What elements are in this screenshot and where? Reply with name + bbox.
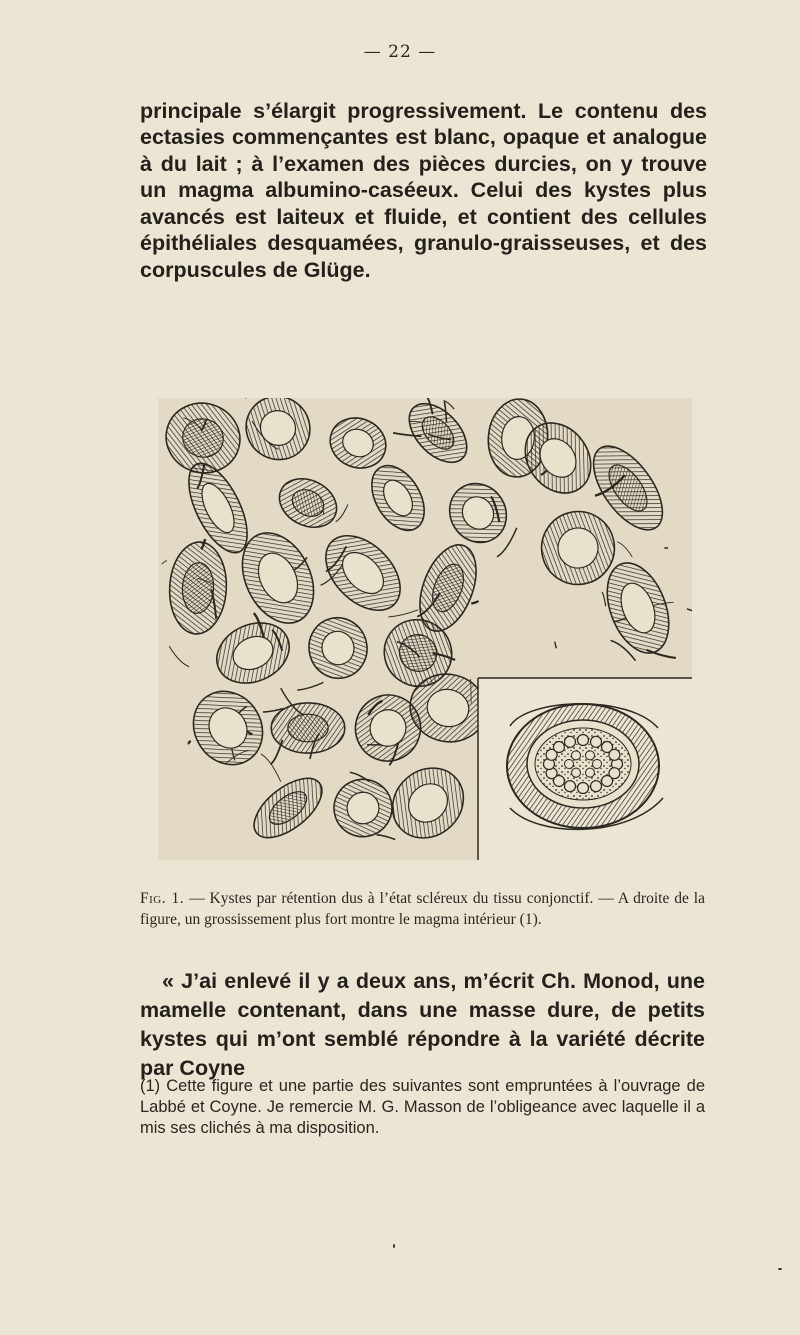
magma-cell [591, 781, 602, 792]
fiber-stroke [666, 702, 687, 713]
figure-caption [140, 888, 705, 930]
body-paragraph: principale s’élargit progressivement. Le contenu des ectasies commençantes est blanc, opaque et analogue à du lait ; à l’examen des pièces durcies, on y trouve un magma albumino-caséeux. Celui des kystes plus avancés est laiteux et fluide, et contient des cellules épithéliales desquamées, granulo-graisseuses, et des corpuscules de Glüge. [140, 98, 707, 282]
magma-cell [578, 783, 589, 794]
magma-cell [564, 736, 575, 747]
figure-label: Fig. 1. [140, 889, 185, 907]
magma-cell [564, 781, 575, 792]
cyst-engraving [158, 398, 692, 860]
footnote [140, 1076, 705, 1139]
inset-magnified-cyst [507, 704, 663, 830]
fiber-stroke [675, 826, 692, 841]
paper-speck [778, 1268, 782, 1270]
magma-cell [565, 760, 574, 769]
fiber-stroke [541, 683, 563, 700]
magma-cell [586, 768, 595, 777]
cyst-lumen [288, 714, 328, 742]
paper-speck [393, 1244, 395, 1248]
page-number: — 22 — [363, 42, 437, 62]
magma-cell [572, 751, 581, 760]
quoted-letter: « J’ai enlevé il y a deux ans, m’écrit Ch. Monod, une mamelle contenant, dans une masse dure, de petits kystes qui m’ont semblé répondre à la variété décrite par Coyne [140, 968, 705, 1080]
figure-caption-text: — Kystes par rétention dus à l’état scléreux du tissu conjonctif. — A droite de la figure, un grossissement plus fort montre le magma intérieur (1). [140, 889, 705, 928]
magma-cell [553, 742, 564, 753]
magma-cell [593, 760, 602, 769]
footnote-marker: (1) [140, 1076, 161, 1095]
magma-cell [586, 751, 595, 760]
fiber-stroke [537, 832, 544, 842]
footnote-text: Cette figure et une partie des suivantes sont empruntées à l’ouvrage de Labbé et Coyne. Je remercie M. G. Masson de l’obligeance avec laquelle il a mis ses clichés à ma disposition. [140, 1076, 705, 1137]
magma-cell [591, 736, 602, 747]
magma-cell [578, 735, 589, 746]
magma-cell [609, 749, 620, 760]
magma-cell [602, 775, 613, 786]
histology-figure [158, 398, 692, 860]
magma-cell [572, 768, 581, 777]
